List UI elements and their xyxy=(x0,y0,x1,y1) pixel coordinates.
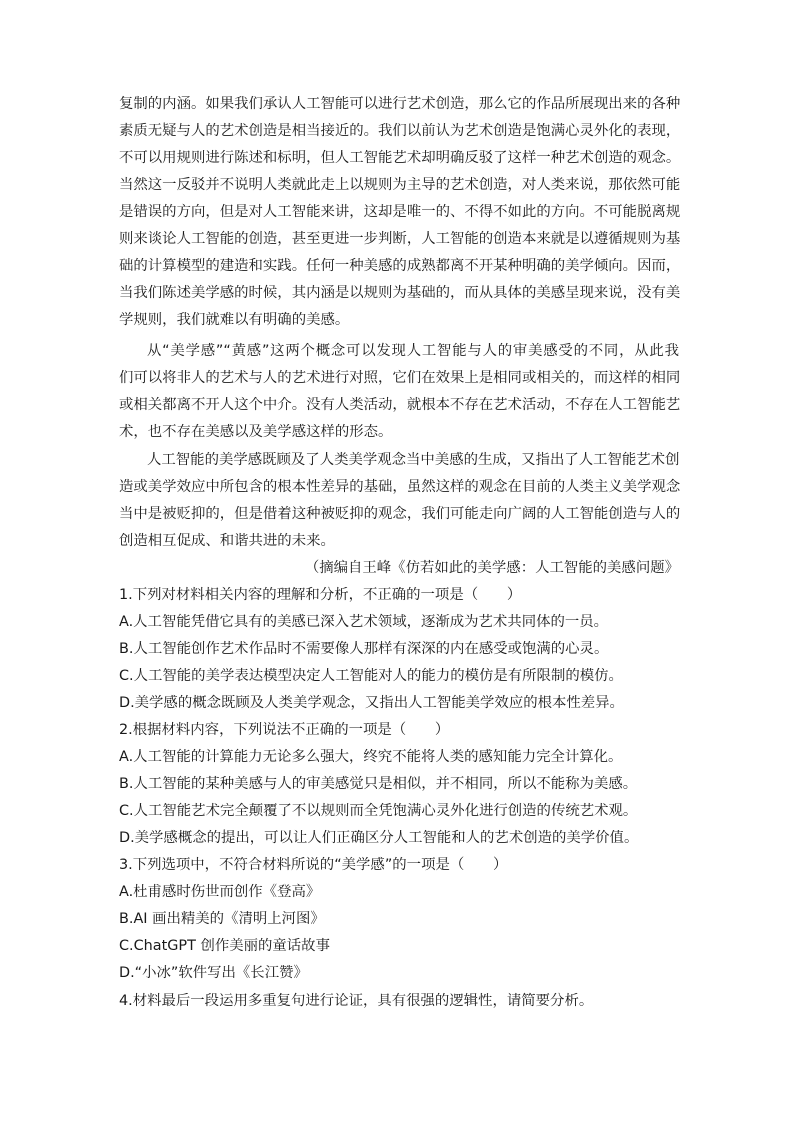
option-item: C.人工智能的美学表达模型决定人工智能对人的能力的模仿是有所限制的模仿。 xyxy=(119,668,623,684)
option-item: B.AI 画出精美的《清明上河图》 xyxy=(119,911,325,927)
passage-line: 术，也不存在美感以及美学感这样的形态。 xyxy=(119,424,393,440)
question-stem: 3.下列选项中，不符合材料所说的“美学感”的一项是（ ） xyxy=(119,857,508,873)
option-item: D.“小冰”软件写出《长江赞》 xyxy=(119,965,308,981)
passage-line: 或相关都离不开人这个中介。没有人类活动，就根本不存在艺术活动，不存在人工智能艺 xyxy=(119,397,681,413)
option-item: D.美学感概念的提出，可以让人们正确区分人工智能和人的艺术创造的美学价值。 xyxy=(119,830,639,846)
passage-line: 复制的内涵。如果我们承认人工智能可以进行艺术创造，那么它的作品所展现出来的各种 xyxy=(119,96,681,112)
option-item: C.人工智能艺术完全颠覆了不以规则而全凭饱满心灵外化进行创造的传统艺术观。 xyxy=(119,803,638,819)
passage-line: 是错误的方向，但是对人工智能来讲，这却是唯一的、不得不如此的方向。不可能脱离规 xyxy=(119,204,681,220)
passage-line: 当然这一反驳并不说明人类就此走上以规则为主导的艺术创造，对人类来说，那依然可能 xyxy=(119,177,681,193)
passage-line: 学规则，我们就难以有明确的美感。 xyxy=(119,312,350,328)
option-item: C.ChatGPT 创作美丽的童话故事 xyxy=(119,938,330,954)
option-item: B.人工智能创作艺术作品时不需要像人那样有深深的内在感受或饱满的心灵。 xyxy=(119,641,609,657)
passage-line: 造或美学效应中所包含的根本性差异的基础，虽然这样的观念在目前的人类主义美学观念 xyxy=(119,479,681,495)
passage-line: 则来谈论人工智能的创造，甚至更进一步判断，人工智能的创造本来就是以遵循规则为基 xyxy=(119,231,681,247)
source-citation: （摘编自王峰《仿若如此的美学感：人工智能的美感问题》 xyxy=(304,560,679,576)
passage-line: 础的计算模型的建造和实践。任何一种美感的成熟都离不开某种明确的美学倾向。因而， xyxy=(119,258,681,274)
option-item: D.美学感的概念既顾及人类美学观念，又指出人工智能美学效应的根本性差异。 xyxy=(119,695,624,711)
option-item: A.人工智能的计算能力无论多么强大，终究不能将人类的感知能力完全计算化。 xyxy=(119,749,623,765)
option-item: B.人工智能的某种美感与人的审美感觉只是相似，并不相同，所以不能称为美感。 xyxy=(119,776,638,792)
passage-line: 不可以用规则进行陈述和标明，但人工智能艺术却明确反驳了这样一种艺术创造的观念。 xyxy=(119,150,681,166)
passage-line: 人工智能的美学感既顾及了人类美学观念当中美感的生成，又指出了人工智能艺术创 xyxy=(147,452,680,468)
passage-line: 当中是被贬抑的，但是借着这种被贬抑的观念，我们可能走向广阔的人工智能创造与人的 xyxy=(119,506,681,522)
passage-line: 们可以将非人的艺术与人的艺术进行对照，它们在效果上是相同或相关的，而这样的相同 xyxy=(119,370,681,386)
question-stem: 2.根据材料内容，下列说法不正确的一项是（ ） xyxy=(119,722,450,738)
passage-line: 从“美学感”“黄感”这两个概念可以发现人工智能与人的审美感受的不同，从此我 xyxy=(147,343,679,359)
passage-line: 素质无疑与人的艺术创造是相当接近的。我们以前认为艺术创造是饱满心灵外化的表现， xyxy=(119,123,681,139)
option-item: A.杜甫感时伤世而创作《登高》 xyxy=(119,884,321,900)
question-stem: 4.材料最后一段运用多重复句进行论证，具有很强的逻辑性，请简要分析。 xyxy=(119,993,594,1009)
passage-line: 当我们陈述美学感的时候，其内涵是以规则为基础的，而从具体的美感呈现来说，没有美 xyxy=(119,285,681,301)
passage-line: 创造相互促成、和谐共进的未来。 xyxy=(119,533,335,549)
question-stem: 1.下列对材料相关内容的理解和分析，不正确的一项是（ ） xyxy=(119,587,522,603)
option-item: A.人工智能凭借它具有的美感已深入艺术领域，逐渐成为艺术共同体的一员。 xyxy=(119,614,609,630)
